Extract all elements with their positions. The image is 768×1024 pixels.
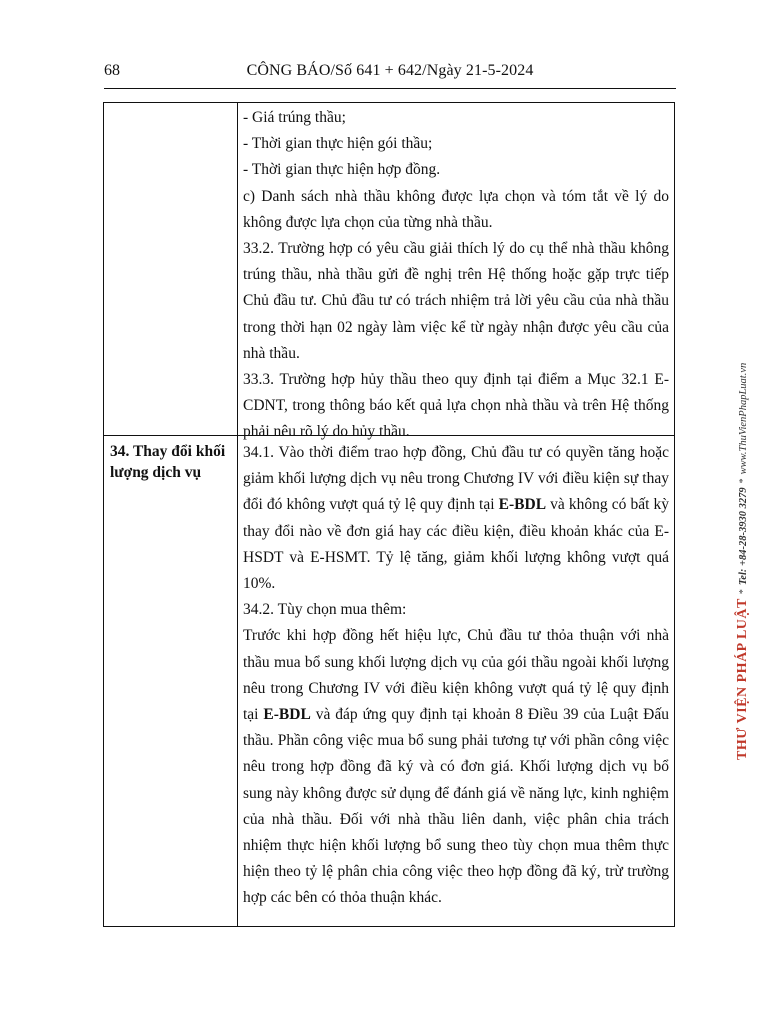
watermark-separator: * (738, 589, 749, 595)
bold-reference: E-BDL (263, 706, 311, 724)
row2-paragraph-34-1 (243, 440, 669, 597)
watermark-phone: Tel: +84-28-3930 3279 (738, 487, 749, 586)
page-header (104, 62, 676, 86)
row2-content-cell (243, 440, 669, 912)
row1-line: - Thời gian thực hiện hợp đồng. (243, 161, 441, 179)
text-run: và không có bất kỳ thay đổi nào về đơn giá hay các điều kiện, điều khoản khác của E-HSDT và E-HSMT. Tỷ lệ tăng, giảm khối lượng không vượt quá 10%. (243, 496, 669, 593)
column-divider (237, 103, 238, 926)
bold-reference: E-BDL (498, 496, 547, 514)
watermark-brand: THƯ VIỆN PHÁP LUẬT (735, 598, 750, 760)
row1-line: - Thời gian thực hiện gói thầu; (243, 135, 433, 153)
text-run: 34.1. Vào thời điểm trao hợp đồng, Chủ đầu tư có quyền tăng hoặc giảm khối lượng dịch vụ nêu trong Chương IV với điều kiện sự thay đổi đó không vượt quá tỷ lệ quy định tại (243, 444, 669, 514)
row2-heading-cell: 34. Thay đổi khối lượng dịch vụ (110, 443, 226, 481)
row1-line: - Giá trúng thầu; (243, 109, 346, 126)
watermark-separator: * (738, 478, 749, 484)
text-run: và đáp ứng quy định tại khoản 8 Điều 39 của Luật Đấu thầu. Phần công việc mua bổ sung phải tương tự với phần công việc nêu trong hợp đồng đã ký và có đơn giá. Khối lượng dịch vụ bổ sung này không được sử dụng để đánh giá về năng lực, kinh nghiệm của nhà thầu. Đối với nhà thầu liên danh, việc phân chia trách nhiệm thực hiện khối lượng bổ sung theo tùy chọn mua thêm thực hiện theo tỷ lệ phân chia công việc theo hợp đồng đã ký, trừ trường hợp các bên có thỏa thuận khác. (243, 706, 669, 907)
watermark-website: www.ThuVienPhapLuat.vn (738, 362, 749, 475)
row1-paragraph-33-2: 33.2. Trường hợp có yêu cầu giải thích lý do cụ thể nhà thầu không trúng thầu, nhà thầu gửi đề nghị trên Hệ thống hoặc gặp trực tiếp Chủ đầu tư. Chủ đầu tư có trách nhiệm trả lời yêu cầu của nhà thầu trong thời hạn 02 ngày làm việc kể từ ngày nhận được yêu cầu của nhà thầu. (243, 240, 669, 362)
page-number: 68 (104, 62, 120, 79)
row2-paragraph-34-2: 34.2. Tùy chọn mua thêm: (243, 601, 407, 619)
regulation-table (103, 102, 675, 927)
row1-paragraph-c: c) Danh sách nhà thầu không được lựa chọn và tóm tắt về lý do không được lựa chọn của từng nhà thầu. (243, 187, 669, 231)
gazette-title: CÔNG BÁO/Số 641 + 642/Ngày 21-5-2024 (246, 62, 534, 79)
text-run: Trước khi hợp đồng hết hiệu lực, Chủ đầu tư thỏa thuận với nhà thầu mua bổ sung khối lượng dịch vụ của gói thầu ngoài khối lượng nêu trong Chương IV với điều kiện không vượt quá tỷ lệ quy định tại (243, 627, 669, 724)
row2-paragraph-purchase-option (243, 623, 669, 911)
header-rule (104, 88, 676, 89)
row1-content-cell (243, 105, 669, 446)
row1-paragraph-33-3: 33.3. Trường hợp hủy thầu theo quy định tại điểm a Mục 32.1 E-CDNT, trong thông báo kết quả lựa chọn nhà thầu và trên Hệ thống phải nêu rõ lý do hủy thầu. (243, 371, 669, 441)
